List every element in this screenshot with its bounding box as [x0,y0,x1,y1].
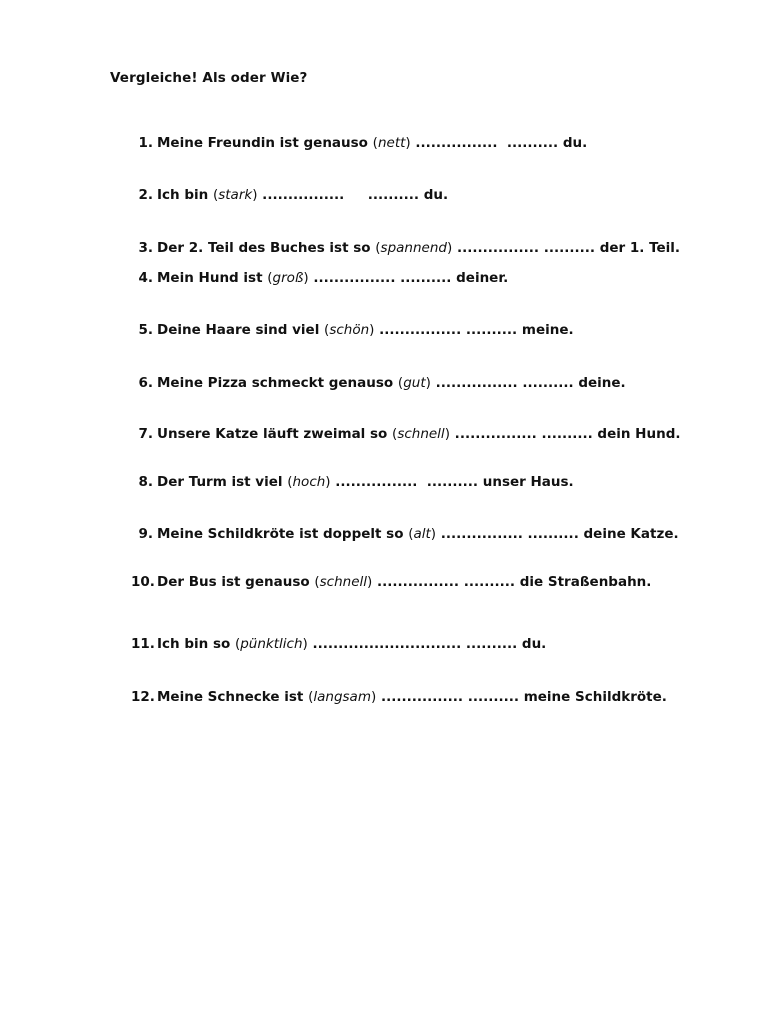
item-text [157,270,508,286]
paren-close: ) [252,187,258,203]
item-adjective: schön [329,322,370,338]
paren-close: ) [302,636,308,652]
paren-open: ( [408,526,414,542]
item-text [157,426,681,442]
item-number: 11. [131,636,155,652]
item-text-after: ................ .......... meine Schildkröte. [376,689,667,705]
paren-close: ) [405,135,411,151]
item-number: 9. [138,526,153,542]
item-adjective: schnell [319,574,368,590]
item-text [157,240,680,256]
paren-close: ) [444,426,450,442]
item-text-after: ............................. .......... du. [307,636,547,652]
paren-open: ( [372,135,378,151]
item-adjective: stark [218,187,253,203]
item-number: 2. [138,187,153,203]
paren-close: ) [370,689,377,705]
item-adjective: alt [413,526,431,542]
item-text-before: Meine Freundin ist genauso [157,135,373,151]
paren-open: ( [267,270,273,286]
item-text-before: Meine Schnecke ist [157,689,309,705]
item-text-before: Der Turm ist viel [157,474,288,490]
item-text-after: ................ .......... dein Hund. [449,426,681,442]
item-text-before: Der Bus ist genauso [157,574,315,590]
item-text-before: Meine Schildkröte ist doppelt so [157,526,409,542]
item-text-before: Ich bin [157,187,213,203]
paren-open: ( [397,375,404,391]
paren-open: ( [212,187,219,203]
item-number: 7. [138,426,153,442]
item-text [157,474,574,490]
item-text-after: ................ .......... deine. [430,375,626,391]
paren-open: ( [234,636,241,652]
item-number: 5. [138,322,153,338]
item-adjective: schnell [397,426,445,442]
item-text-after: ................ .......... du. [257,187,449,203]
item-number: 4. [138,270,153,286]
item-number: 6. [138,375,153,391]
item-adjective: groß [272,270,304,286]
paren-open: ( [308,689,314,705]
paren-open: ( [375,240,381,256]
item-text-after: ................ .......... die Straßenbahn. [372,574,652,590]
item-text-before: Ich bin so [157,636,235,652]
item-adjective: langsam [313,689,371,705]
item-number: 12. [131,689,155,705]
item-text [157,636,546,652]
item-text-after: ................ .......... der 1. Teil. [452,240,681,256]
worksheet-title: Vergleiche! Als oder Wie? [110,70,308,86]
paren-close: ) [446,240,453,256]
item-text-before: Unsere Katze läuft zweimal so [157,426,393,442]
item-text [157,187,448,203]
item-text-after: ................ .......... deine Katze. [436,526,679,542]
paren-open: ( [314,574,320,590]
item-text-before: Der 2. Teil des Buches ist so [157,240,376,256]
item-text-after: ................ .......... meine. [374,322,574,338]
paren-open: ( [287,474,293,490]
item-number: 10. [131,574,155,590]
item-text [157,574,651,590]
exercise-item-12 [131,689,667,753]
item-adjective: hoch [292,474,326,490]
item-text [157,135,587,151]
item-text-before: Deine Haare sind viel [157,322,325,338]
item-text [157,322,574,338]
paren-close: ) [303,270,309,286]
item-adjective: spannend [380,240,447,256]
item-number: 8. [138,474,153,490]
item-adjective: gut [403,375,426,391]
paren-close: ) [425,375,431,391]
paren-close: ) [367,574,373,590]
paren-open: ( [324,322,330,338]
paren-open: ( [392,426,398,442]
item-text-before: Mein Hund ist [157,270,268,286]
paren-close: ) [369,322,375,338]
item-text [157,689,667,705]
paren-close: ) [325,474,331,490]
item-adjective: pünktlich [240,636,303,652]
item-number: 1. [138,135,153,151]
item-text [157,375,626,391]
item-adjective: nett [377,135,406,151]
item-text-after: ................ .......... unser Haus. [330,474,574,490]
exercise-item-10 [131,574,652,638]
item-text-after: ................ .......... du. [410,135,588,151]
item-text-before: Meine Pizza schmeckt genauso [157,375,398,391]
paren-close: ) [430,526,437,542]
item-text [157,526,679,542]
item-number: 3. [138,240,153,256]
item-text-after: ................ .......... deiner. [308,270,509,286]
